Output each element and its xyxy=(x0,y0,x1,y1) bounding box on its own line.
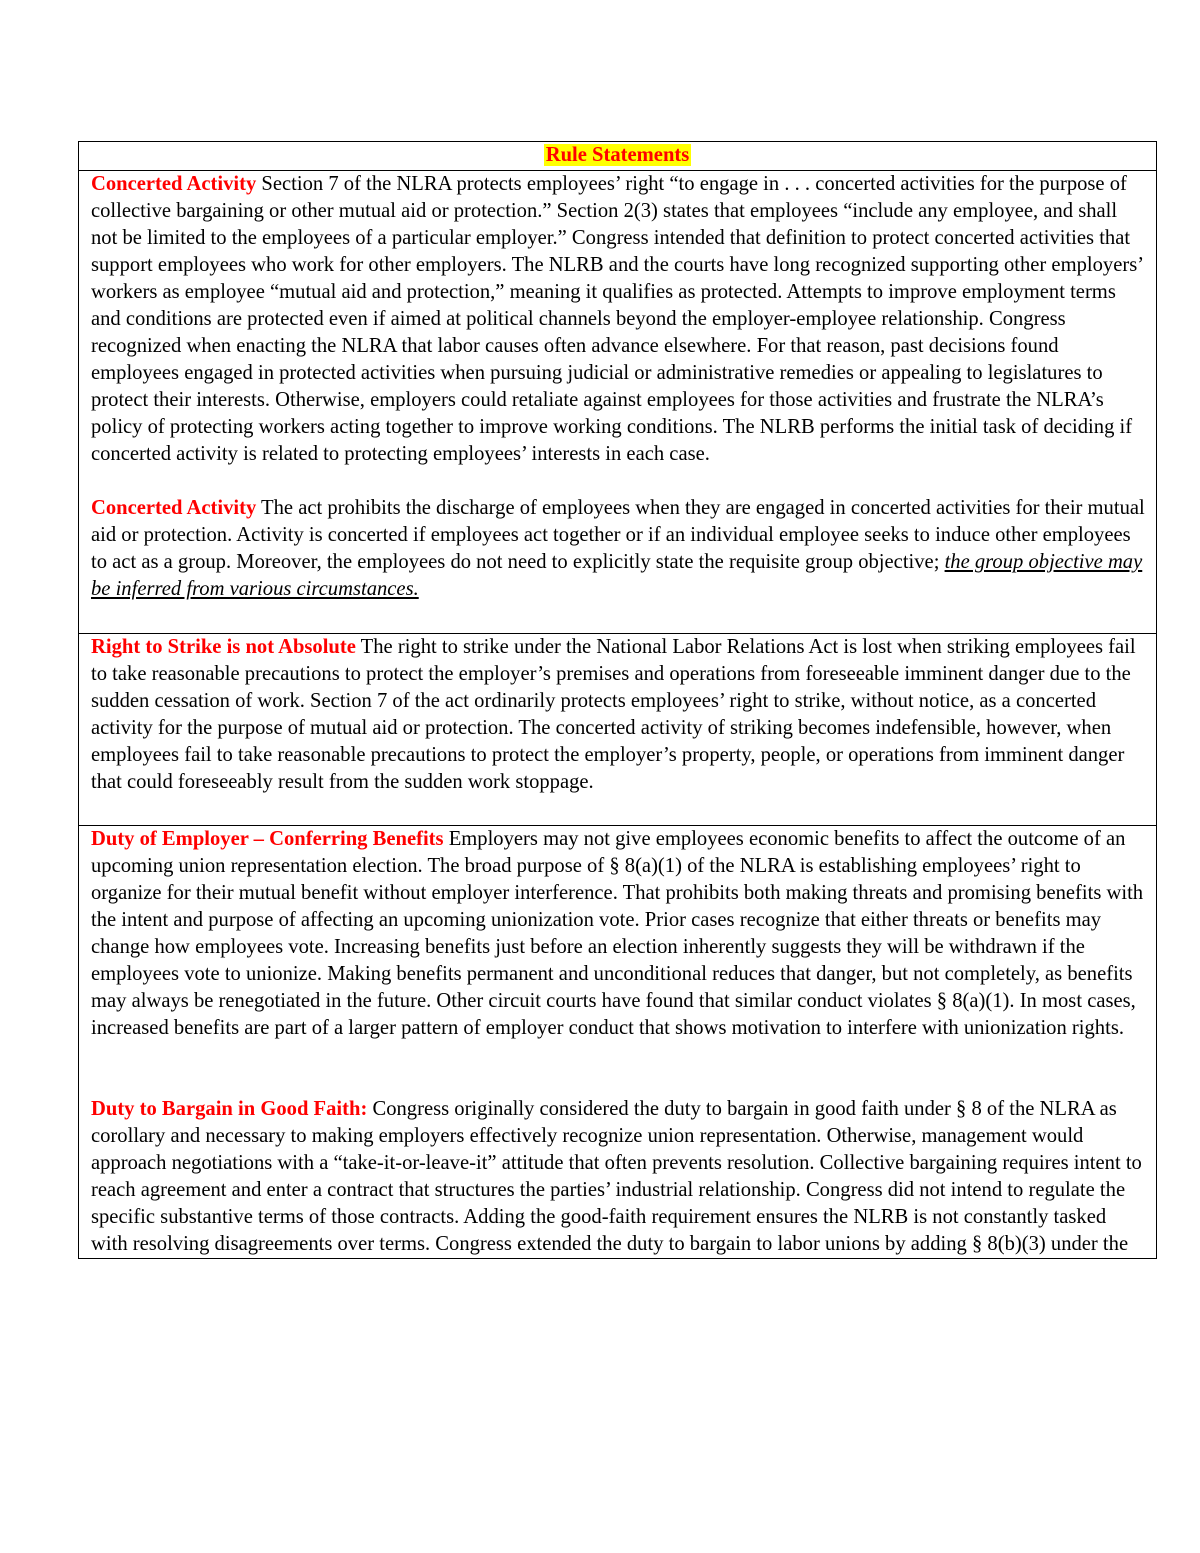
rule-paragraph xyxy=(91,634,1146,796)
table-cell-concerted-activity xyxy=(79,171,1157,634)
rule-paragraph xyxy=(91,495,1146,603)
table-cell-right-to-strike xyxy=(79,634,1157,826)
rule-label: Concerted Activity xyxy=(91,173,257,195)
rule-label: Concerted Activity xyxy=(91,497,257,519)
rule-label: Duty to Bargain in Good Faith: xyxy=(91,1098,368,1120)
table-header-cell xyxy=(79,142,1157,171)
rule-text: Congress originally considered the duty to bargain in good faith under § 8 of the NLRA as corollary and necessary to making employers effectively recognize union representation. Otherwise, management would approach negotiations with a “take-it-or-leave-it” attitude that often prevents resolution. Collective bargaining requires intent to reach agreement and enter a contract that structures the parties’ industrial relationship. Congress did not intend to regulate the specific substantive terms of those contracts. Adding the good-faith requirement ensures the NLRB is not constantly tasked with resolving disagreements over terms. Congress extended the duty to bargain to labor unions by adding § 8(b)(3) under the xyxy=(91,1098,1142,1255)
rule-text: Section 7 of the NLRA protects employees’ right “to engage in . . . concerted activities for the purpose of collective bargaining or other mutual aid or protection.” Section 2(3) states that employees “include any employee, and shall not be limited to the employees of a particular employer.” Congress intended that definition to protect concerted activities that support employees who work for other employers. The NLRB and the courts have long recognized supporting other employers’ workers as employee “mutual aid and protection,” meaning it qualifies as protected. Attempts to improve employment terms and conditions are protected even if aimed at political channels beyond the employer-employee relationship. Congress recognized when enacting the NLRA that labor causes often advance elsewhere. For that reason, past decisions found employees engaged in protected activities when pursuing judicial or administrative remedies or appealing to legislatures to protect their interests. Otherwise, employers could retaliate against employees for those activities and frustrate the NLRA’s policy of protecting workers acting together to improve working conditions. The NLRB performs the initial task of deciding if concerted activity is related to protecting employees’ interests in each case. xyxy=(91,173,1143,465)
table-cell-employer-duties xyxy=(79,826,1157,1259)
table-row xyxy=(79,171,1157,634)
rule-label: Right to Strike is not Absolute xyxy=(91,636,356,658)
table-title: Rule Statements xyxy=(545,144,690,166)
rule-text: The act prohibits the discharge of employees when they are engaged in concerted activities for their mutual aid or protection. Activity is concerted if employees act together or if an individual employee seeks to induce other employees to act as a group. Moreover, the employees do not need to explicitly state the requisite group objective; xyxy=(91,497,1145,573)
paragraph-spacer xyxy=(91,468,1146,495)
rule-paragraph xyxy=(91,171,1146,468)
rule-text: Employers may not give employees economic benefits to affect the outcome of an upcoming union representation election. The broad purpose of § 8(a)(1) of the NLRA is establishing employees’ right to organize for their mutual benefit without employer interference. That prohibits both making threats and promising benefits with the intent and purpose of affecting an upcoming unionization vote. Prior cases recognize that either threats or benefits may change how employees vote. Increasing benefits just before an election inherently suggests they will be withdrawn if the employees vote to unionize. Making benefits permanent and unconditional reduces that danger, but not completely, as benefits may always be renegotiated in the future. Other circuit courts have found that similar conduct violates § 8(a)(1). In most cases, increased benefits are part of a larger pattern of employer conduct that shows motivation to interfere with unionization rights. xyxy=(91,828,1144,1039)
rule-label: Duty of Employer – Conferring Benefits xyxy=(91,828,444,850)
table-row xyxy=(79,826,1157,1259)
rule-statements-table xyxy=(78,141,1157,1259)
rule-text: The right to strike under the National Labor Relations Act is lost when striking employees fail to take reasonable precautions to protect the employer’s premises and operations from foreseeable imminent danger due to the sudden cessation of work. Section 7 of the act ordinarily protects employees’ right to strike, without notice, as a concerted activity for the purpose of mutual aid or protection. The concerted activity of striking becomes indefensible, however, when employees fail to take reasonable precautions to protect the employer’s property, people, or operations from imminent danger that could foreseeably result from the sudden work stoppage. xyxy=(91,636,1136,793)
rule-emphasis: the group objective may be inferred from various circumstances. xyxy=(91,551,1143,600)
rule-paragraph xyxy=(91,1096,1146,1258)
table-row xyxy=(79,634,1157,826)
paragraph-spacer xyxy=(91,1042,1146,1096)
table-header-row xyxy=(79,142,1157,171)
rule-paragraph xyxy=(91,826,1146,1042)
